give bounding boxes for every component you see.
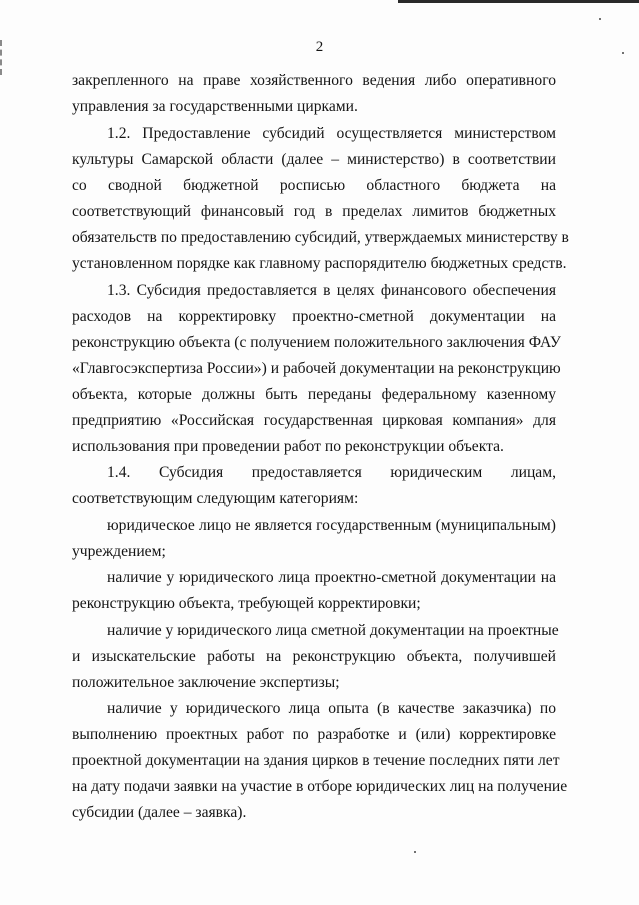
text-line: соответствующим следующим категориям: [72,490,359,507]
text-line: учреждением; [72,543,166,560]
text-line: реконструкцию объекта, требующей корректировки; [72,595,421,612]
text-line: культуры Самарской области (далее – министерство) в соответствии [72,151,556,168]
text-line: 1.4. Субсидия предоставляется юридическим лицам, [107,464,556,481]
text-line: субсидии (далее – заявка). [72,804,247,821]
text-line: 1.2. Предоставление субсидий осуществляется министерством [107,125,556,142]
text-line: и изыскательские работы на реконструкцию объекта, получившей [72,648,556,665]
text-line: закрепленного на праве хозяйственного ведения либо оперативного [72,72,556,89]
text-line: на дату подачи заявки на участие в отборе юридических лиц на получение [72,778,568,795]
text-line: управления за государственными цирками. [72,98,358,115]
scan-speck [599,18,601,20]
text-line: установленном порядке как главному распорядителю бюджетных средств. [72,255,567,272]
text-line: со сводной бюджетной росписью областного бюджета на [72,177,556,194]
page-number: 2 [315,39,324,55]
text-line: положительное заключение экспертизы; [72,674,340,691]
text-line: выполнению проектных работ по разработке и (или) корректировке [72,726,556,743]
text-line: наличие у юридического лица проектно-сметной документации на [107,569,556,586]
text-line: реконструкцию объекта (с получением положительного заключения ФАУ [72,334,561,351]
text-line: соответствующий финансовый год в пределах лимитов бюджетных [72,203,556,220]
text-line: объекта, которые должны быть переданы федеральному казенному [72,386,556,403]
text-line: проектной документации на здания цирков в течение последних пяти лет [72,752,560,769]
text-line: использования при проведении работ по реконструкции объекта. [72,438,504,455]
text-line: наличие у юридического лица сметной документации на проектные [107,622,559,639]
text-line: предприятию «Российская государственная цирковая компания» для [72,412,556,429]
scan-speck [414,851,416,853]
text-line: обязательств по предоставлению субсидий, утверждаемых министерству в [72,229,569,246]
text-line: «Главгосэкспертиза России») и рабочей документации на реконструкцию [72,360,561,377]
text-line: юридическое лицо не является государственным (муниципальным) [107,517,556,534]
text-line: наличие у юридического лица опыта (в качестве заказчика) по [107,700,556,717]
scan-artifact-bar [398,0,639,3]
text-line: расходов на корректировку проектно-сметной документации на [72,308,556,325]
text-line: 1.3. Субсидия предоставляется в целях финансового обеспечения [107,282,556,299]
